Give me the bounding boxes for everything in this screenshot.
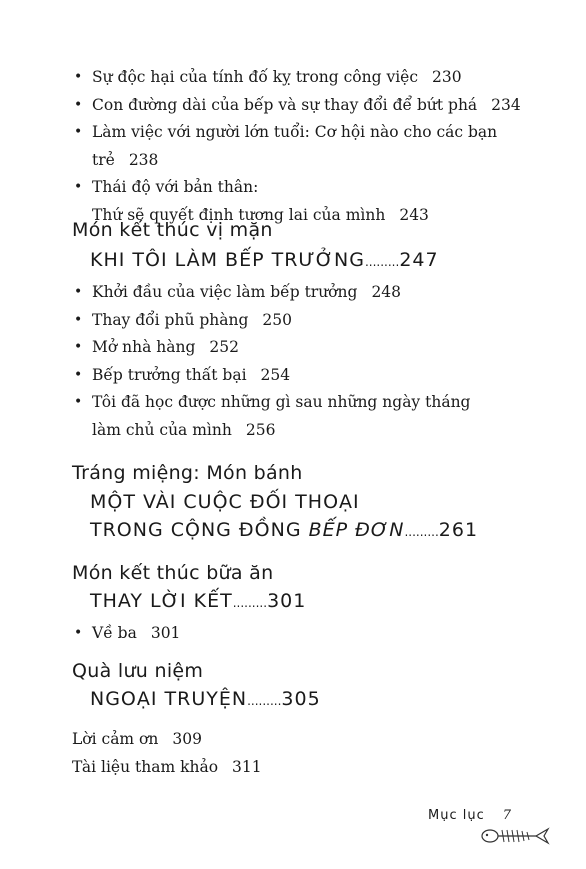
toc-list-section2 xyxy=(72,279,552,444)
list-item xyxy=(72,334,552,362)
section-title: Món kết thúc bữa ăn xyxy=(72,562,274,584)
entry-title: Thứ sẽ quyết định tương lai của mình xyxy=(92,205,386,224)
bullet: • xyxy=(74,69,83,85)
entry-page: 230 xyxy=(432,68,462,86)
entry-page: 234 xyxy=(491,95,521,114)
heading-page: 305 xyxy=(281,688,321,710)
section-title: Món kết thúc vị mặn xyxy=(72,219,273,241)
entry-title: Con đường dài của bếp và sự thay đổi để bứt phá xyxy=(92,95,478,114)
toc-list-section4 xyxy=(72,620,552,648)
list-item xyxy=(72,389,552,444)
entry-page: 256 xyxy=(245,420,276,439)
entry-title: Làm việc với người lớn tuổi: Cơ hội nào cho các bạn trẻ xyxy=(92,123,498,169)
heading-text: NGOẠI TRUYỆN xyxy=(90,688,248,710)
bullet: • xyxy=(74,179,83,195)
entry-title: Sự độc hại của tính đố kỵ trong công việc xyxy=(92,68,419,86)
list-item xyxy=(72,64,552,92)
leader-dots: ......... xyxy=(232,596,268,610)
leader-dots: ......... xyxy=(364,255,400,269)
entry-title-line1: Tôi đã học được những gì sau những ngày tháng xyxy=(92,393,471,411)
entry-page: 254 xyxy=(260,365,291,384)
entry-page: 309 xyxy=(172,730,202,748)
section-title: Quà lưu niệm xyxy=(72,660,204,682)
bullet: • xyxy=(74,311,83,328)
heading-page: 247 xyxy=(399,249,439,271)
bullet: • xyxy=(74,366,83,383)
entry-page: 252 xyxy=(209,338,239,356)
section-heading xyxy=(90,688,321,710)
heading-page: 301 xyxy=(267,590,307,612)
entry-title: Mở nhà hàng xyxy=(92,338,196,356)
entry-page: 250 xyxy=(262,310,292,329)
leader-dots: ......... xyxy=(404,525,439,539)
bullet: • xyxy=(74,284,83,300)
section-heading-line2 xyxy=(90,519,478,541)
heading-text-italic: BẾP ĐƠN xyxy=(308,519,405,541)
bullet: • xyxy=(74,96,83,113)
entry-page: 248 xyxy=(371,283,402,301)
entry-title: Tài liệu tham khảo xyxy=(72,758,219,776)
list-item xyxy=(72,119,552,174)
fish-skeleton-icon xyxy=(480,826,552,846)
section-title: Tráng miệng: Món bánh xyxy=(72,462,303,484)
page-number: 7 xyxy=(502,808,513,823)
entry-page: 238 xyxy=(128,150,159,169)
entry-page: 311 xyxy=(232,758,262,776)
entry-title: Về ba xyxy=(92,624,137,642)
entry-page: 301 xyxy=(150,624,181,642)
footer-label: Mục lục xyxy=(428,808,485,823)
list-item xyxy=(72,92,552,120)
entry-title: Lời cảm ơn xyxy=(72,730,159,748)
page-footer xyxy=(428,808,512,823)
entry-title-line1: Thái độ với bản thân: xyxy=(92,178,259,196)
section-heading xyxy=(90,249,439,271)
heading-text: KHI TÔI LÀM BẾP TRƯỞNG xyxy=(90,249,365,271)
list-item xyxy=(72,279,552,307)
bullet: • xyxy=(74,339,83,355)
list-item xyxy=(72,362,552,390)
section-heading xyxy=(90,590,306,612)
bullet: • xyxy=(74,394,83,410)
list-item xyxy=(72,307,552,335)
entry-title: làm chủ của mình xyxy=(92,420,232,439)
leader-dots: ......... xyxy=(247,694,282,708)
list-item xyxy=(72,620,552,648)
heading-text: THAY LỜI KẾT xyxy=(90,590,233,612)
entry-page: 243 xyxy=(399,205,429,224)
entry-title: Khởi đầu của việc làm bếp trưởng xyxy=(92,283,358,301)
section-heading-line1: MỘT VÀI CUỘC ĐỐI THOẠI xyxy=(90,491,360,513)
entry-title: Bếp trưởng thất bại xyxy=(92,365,247,384)
entry-title: Thay đổi phũ phàng xyxy=(92,310,249,329)
toc-list-top xyxy=(72,64,552,229)
toc-entry-references xyxy=(72,754,262,782)
heading-text: TRONG CỘNG ĐỒNG xyxy=(90,519,302,541)
heading-page: 261 xyxy=(438,519,479,541)
bullet: • xyxy=(74,625,83,641)
toc-entry-acknowledgements xyxy=(72,726,202,754)
bullet: • xyxy=(74,124,83,140)
